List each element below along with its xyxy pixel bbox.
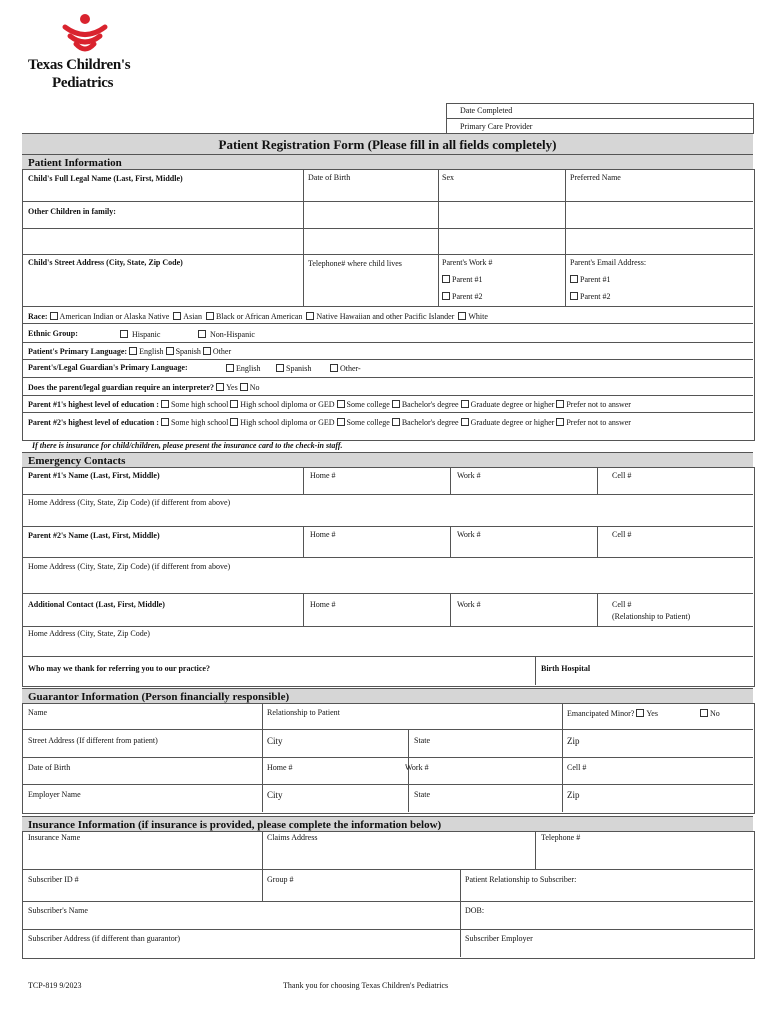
- guarantor-cell-label[interactable]: Cell #: [567, 763, 587, 772]
- guardian-language-other[interactable]: Other-: [330, 364, 361, 373]
- checkbox-icon: [173, 312, 181, 320]
- guarantor-header: [22, 688, 753, 704]
- emergency-header: [22, 452, 753, 468]
- subscriber-address-label[interactable]: Subscriber Address (if different than guarantor): [28, 934, 181, 943]
- checkbox-icon: [330, 364, 338, 372]
- guarantor-street-label[interactable]: Street Address (If different from patient): [28, 736, 158, 745]
- checkbox-icon: [306, 312, 314, 320]
- sex-label[interactable]: Sex: [442, 173, 454, 182]
- edu-option[interactable]: Prefer not to answer: [556, 418, 631, 427]
- guardian-language-label: Parent's/Legal Guardian's Primary Language:: [28, 363, 188, 372]
- parent1-address-label[interactable]: Home Address (City, State, Zip Code) (if different from above): [28, 498, 231, 507]
- guarantor-employer-label[interactable]: Employer Name: [28, 790, 81, 799]
- subscriber-id-label[interactable]: Subscriber ID #: [28, 875, 79, 884]
- race-option[interactable]: American Indian or Alaska Native: [50, 312, 170, 321]
- telephone-label[interactable]: Telephone# where child lives: [308, 259, 402, 268]
- emancipated-yes[interactable]: Yes: [636, 709, 658, 718]
- birth-hospital-label[interactable]: Birth Hospital: [541, 664, 591, 673]
- guarantor-city-label[interactable]: City: [267, 736, 283, 746]
- checkbox-icon: [556, 400, 564, 408]
- interpreter-row: [28, 383, 259, 392]
- other-children-label[interactable]: Other Children in family:: [28, 207, 116, 216]
- logo: [26, 12, 156, 98]
- parent1-work-field[interactable]: Parent #1: [442, 275, 482, 284]
- edu-option[interactable]: Some high school: [161, 418, 228, 427]
- dob-label[interactable]: Date of Birth: [308, 173, 351, 182]
- subscriber-relationship-label[interactable]: Patient Relationship to Subscriber:: [465, 875, 577, 884]
- parent1-cell-label[interactable]: Cell #: [612, 471, 632, 480]
- checkbox-icon: [230, 418, 238, 426]
- interpreter-label: Does the parent/legal guardian require an interpreter?: [28, 383, 215, 392]
- additional-contact-label[interactable]: Additional Contact (Last, First, Middle): [28, 600, 165, 609]
- child-name-label[interactable]: Child's Full Legal Name (Last, First, Middle): [28, 174, 183, 183]
- checkbox-icon: [337, 418, 345, 426]
- parent2-education-label: Parent #2's highest level of education :: [28, 418, 159, 427]
- insurance-header: [22, 816, 753, 832]
- insurance-title: Insurance Information (if insurance is provided, please complete the information below): [28, 819, 442, 831]
- street-address-label[interactable]: Child's Street Address (City, State, Zip Code): [28, 258, 183, 267]
- claims-address-label[interactable]: Claims Address: [267, 833, 318, 842]
- subscriber-dob-label[interactable]: DOB:: [465, 906, 485, 915]
- guarantor-zip-label[interactable]: Zip: [567, 736, 580, 746]
- checkbox-icon: [161, 418, 169, 426]
- edu-option[interactable]: Bachelor's degree: [392, 418, 459, 427]
- checkbox-icon: [461, 400, 469, 408]
- logo-heart-icon: [60, 12, 110, 56]
- edu-option[interactable]: Bachelor's degree: [392, 400, 459, 409]
- checkbox-icon: [570, 292, 578, 300]
- race-option[interactable]: White: [458, 312, 488, 321]
- race-option[interactable]: Native Hawaiian and other Pacific Islander: [306, 312, 454, 321]
- edu-option[interactable]: Some college: [337, 400, 390, 409]
- checkbox-icon: [570, 275, 578, 283]
- race-option[interactable]: Black or African American: [206, 312, 302, 321]
- checkbox-icon: [216, 383, 224, 391]
- emergency-title: Emergency Contacts: [28, 455, 126, 467]
- parent1-name-label[interactable]: Parent #1's Name (Last, First, Middle): [28, 471, 160, 480]
- preferred-name-label[interactable]: Preferred Name: [570, 173, 621, 182]
- parents-email-label: Parent's Email Address:: [570, 258, 647, 267]
- parent2-work-field[interactable]: Parent #2: [442, 292, 482, 301]
- edu-option[interactable]: High school diploma or GED: [230, 400, 334, 409]
- checkbox-icon: [129, 347, 137, 355]
- insurance-telephone-label[interactable]: Telephone #: [541, 833, 581, 842]
- additional-cell-label[interactable]: Cell #: [612, 600, 632, 609]
- ethnic-option-nonhispanic[interactable]: Non-Hispanic: [198, 330, 255, 339]
- date-completed-label: Date Completed: [460, 106, 513, 115]
- checkbox-icon: [556, 418, 564, 426]
- insurance-note: If there is insurance for child/children, please present the insurance card to the check-in staff.: [32, 441, 343, 450]
- parent1-email-field[interactable]: Parent #1: [570, 275, 610, 284]
- subscriber-name-label[interactable]: Subscriber's Name: [28, 906, 88, 915]
- guarantor-dob-label[interactable]: Date of Birth: [28, 763, 71, 772]
- parent2-address-label[interactable]: Home Address (City, State, Zip Code) (if different from above): [28, 562, 231, 571]
- checkbox-icon: [120, 330, 128, 338]
- checkbox-icon: [166, 347, 174, 355]
- parent2-name-label[interactable]: Parent #2's Name (Last, First, Middle): [28, 531, 160, 540]
- parent1-work-label[interactable]: Work #: [457, 471, 481, 480]
- guarantor-title: Guarantor Information (Person financially responsible): [28, 691, 290, 703]
- race-row: [28, 312, 488, 321]
- checkbox-icon: [458, 312, 466, 320]
- group-label[interactable]: Group #: [267, 875, 294, 884]
- checkbox-icon: [240, 383, 248, 391]
- checkbox-icon: [392, 418, 400, 426]
- checkbox-icon: [337, 400, 345, 408]
- checkbox-icon: [276, 364, 284, 372]
- edu-option[interactable]: Graduate degree or higher: [461, 400, 555, 409]
- edu-option[interactable]: Prefer not to answer: [556, 400, 631, 409]
- form-code: TCP-819 9/2023: [28, 981, 82, 990]
- checkbox-icon: [442, 275, 450, 283]
- edu-option[interactable]: High school diploma or GED: [230, 418, 334, 427]
- parents-work-label: Parent's Work #: [442, 258, 493, 267]
- parent2-education-row: [28, 418, 631, 427]
- edu-option[interactable]: Some college: [337, 418, 390, 427]
- logo-line1: Texas Children's: [28, 57, 131, 73]
- checkbox-icon: [206, 312, 214, 320]
- guarantor-home-label[interactable]: Home #: [267, 763, 293, 772]
- guarantor-state-label[interactable]: State: [414, 736, 430, 745]
- checkbox-icon: [50, 312, 58, 320]
- guarantor-relationship-label[interactable]: Relationship to Patient: [267, 708, 340, 717]
- additional-relationship-label: (Relationship to Patient): [612, 612, 691, 621]
- language-option[interactable]: English: [129, 347, 163, 356]
- guarantor-employer-state-label[interactable]: State: [414, 790, 430, 799]
- additional-work-label[interactable]: Work #: [457, 600, 481, 609]
- edu-option[interactable]: Graduate degree or higher: [461, 418, 555, 427]
- parent1-home-label[interactable]: Home #: [310, 471, 336, 480]
- patient-info-header: [22, 154, 753, 170]
- additional-address-label[interactable]: Home Address (City, State, Zip Code): [28, 629, 150, 638]
- interpreter-no[interactable]: No: [240, 383, 260, 392]
- checkbox-icon: [230, 400, 238, 408]
- edu-option[interactable]: Some high school: [161, 400, 228, 409]
- patient-language-row: [28, 347, 231, 356]
- parent2-cell-label[interactable]: Cell #: [612, 530, 632, 539]
- referral-label[interactable]: Who may we thank for referring you to our practice?: [28, 664, 210, 673]
- checkbox-icon: [203, 347, 211, 355]
- language-option[interactable]: Other: [203, 347, 231, 356]
- emancipated-label: Emancipated Minor? Yes: [567, 709, 658, 718]
- guarantor-employer-zip-label[interactable]: Zip: [567, 790, 580, 800]
- checkbox-icon: [392, 400, 400, 408]
- logo-line2: Pediatrics: [52, 75, 114, 91]
- checkbox-icon: [161, 400, 169, 408]
- ethnic-option-hispanic[interactable]: Hispanic: [120, 330, 160, 339]
- guarantor-work-label[interactable]: Work #: [405, 763, 429, 772]
- emancipated-no[interactable]: No: [700, 709, 720, 718]
- interpreter-yes[interactable]: Yes: [216, 383, 238, 392]
- checkbox-icon: [700, 709, 708, 717]
- race-label: Race:: [28, 312, 48, 321]
- checkbox-icon: [226, 364, 234, 372]
- parent2-home-label[interactable]: Home #: [310, 530, 336, 539]
- guarantor-name-label[interactable]: Name: [28, 708, 48, 717]
- guarantor-employer-city-label[interactable]: City: [267, 790, 283, 800]
- race-option[interactable]: Asian: [173, 312, 202, 321]
- guardian-language-spanish[interactable]: Spanish: [276, 364, 311, 373]
- footer-thanks: Thank you for choosing Texas Children's Pediatrics: [283, 981, 449, 990]
- form-title: Patient Registration Form (Please fill in all fields completely): [218, 137, 557, 152]
- subscriber-employer-label[interactable]: Subscriber Employer: [465, 934, 533, 943]
- parent1-education-label: Parent #1's highest level of education :: [28, 400, 159, 409]
- patient-info-title: Patient Information: [28, 157, 122, 169]
- patient-language-label: Patient's Primary Language:: [28, 347, 128, 356]
- parent1-education-row: [28, 400, 631, 409]
- parent2-email-field[interactable]: Parent #2: [570, 292, 610, 301]
- ethnic-label: Ethnic Group:: [28, 329, 78, 338]
- checkbox-icon: [442, 292, 450, 300]
- insurance-name-label[interactable]: Insurance Name: [28, 833, 81, 842]
- guardian-language-english[interactable]: English: [226, 364, 260, 373]
- parent2-work-label[interactable]: Work #: [457, 530, 481, 539]
- additional-home-label[interactable]: Home #: [310, 600, 336, 609]
- checkbox-icon: [636, 709, 644, 717]
- language-option[interactable]: Spanish: [166, 347, 201, 356]
- checkbox-icon: [461, 418, 469, 426]
- checkbox-icon: [198, 330, 206, 338]
- primary-care-provider-label: Primary Care Provider: [460, 122, 533, 131]
